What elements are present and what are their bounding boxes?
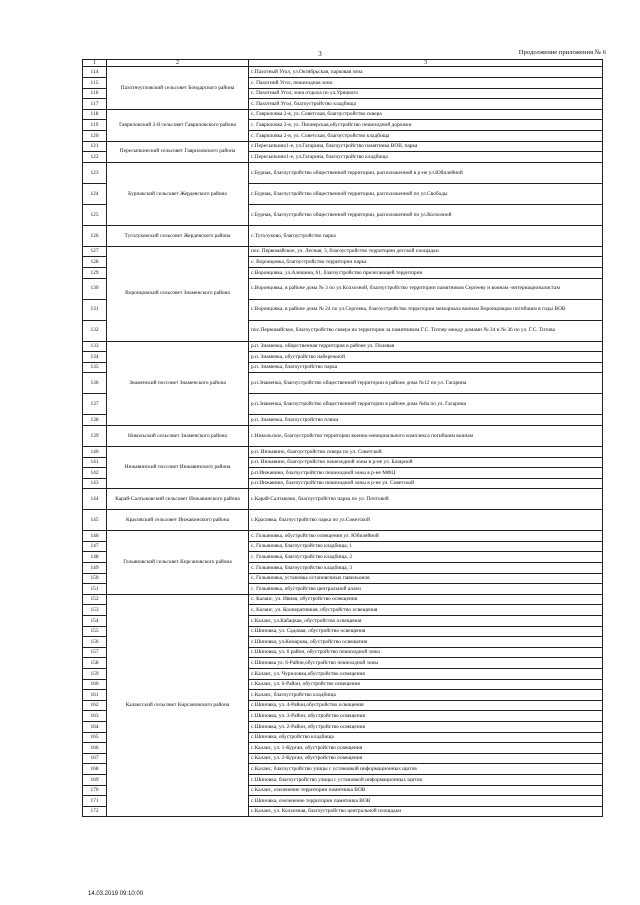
row-number: 117	[83, 99, 107, 110]
row-number: 123	[83, 162, 107, 183]
row-number: 130	[83, 278, 107, 299]
table-row	[83, 67, 603, 78]
project-description: с. Пахотный Угол, зона отдыха по ул.Урицкого	[249, 88, 603, 99]
project-description: с.Пахотный Угол, ул.Октябрьская, парковая зона	[249, 67, 603, 78]
project-description: р.п. Инжавино, благоустройство пешеходной зоны в р-не ул. Базарной	[249, 457, 603, 468]
project-description: с.Шиновка, обустройство кладбища	[249, 732, 603, 743]
project-description: с.Туголуково, благоустройство парка	[249, 225, 603, 246]
row-number: 156	[83, 637, 107, 648]
project-description: с.Бурнак, благоустройство общественной территории, расположенной по ул.Колхозной	[249, 204, 603, 225]
row-number: 136	[83, 373, 107, 394]
municipality-cell: Никольский сельсовет Знаменского района	[107, 425, 249, 446]
row-number: 139	[83, 425, 107, 446]
project-description: р.п. Знаменка, обустройство набережной	[249, 352, 603, 363]
project-description: с. Гольяновка, установка остановочных павильонов	[249, 573, 603, 584]
row-number: 164	[83, 721, 107, 732]
project-description: с.Шиновка, ул. 3-Район, обустройство освещения	[249, 711, 603, 722]
project-description: р.п. Инжавино, благоустройство сквера по ул. Советской	[249, 446, 603, 457]
project-description: с.Калаис, ул. 1-Курган, обустройство освещения	[249, 743, 603, 754]
project-description: с.Шиновка, ул. 6 район, обустройство пешеходной зоны	[249, 647, 603, 658]
project-description: с. Гольяновка, обустройство освещения ул. Юбилейной	[249, 531, 603, 542]
table-row	[83, 225, 603, 246]
municipality-cell: Красивский сельсовет Инжавинского района	[107, 510, 249, 531]
row-number: 165	[83, 732, 107, 743]
municipality-cell: Гольяновский сельсовет Кирсановского района	[107, 531, 249, 595]
row-number: 115	[83, 78, 107, 89]
column-header: 3	[249, 60, 603, 67]
row-number: 127	[83, 246, 107, 257]
project-description: с. Гавриловка 2-я, ул. Советская, благоустройство кладбища	[249, 130, 603, 141]
municipality-cell: Калаисский сельсовет Кирсановского района	[107, 594, 249, 816]
row-number: 154	[83, 616, 107, 627]
row-number: 159	[83, 669, 107, 680]
row-number: 168	[83, 764, 107, 775]
row-number: 151	[83, 584, 107, 595]
row-number: 150	[83, 573, 107, 584]
table-row	[83, 489, 603, 510]
row-number: 172	[83, 806, 107, 817]
project-description: с.Калаис, ул. Колхозная, благоустройство центральной площадки	[249, 806, 603, 817]
project-description: с. Гольяновка, благоустройство кладбища, 2	[249, 552, 603, 563]
row-number: 119	[83, 120, 107, 131]
project-description: с.Калаис, благоустройство улицы с установкой информационных щитов	[249, 764, 603, 775]
municipality-cell: Туголуковский сельсовет Жердевского района	[107, 225, 249, 246]
project-description: с. Гольяновка, благоустройство кладбища, 3	[249, 563, 603, 574]
municipality-cell: Пахотноугловский сельсовет Бондарского района	[107, 67, 249, 109]
project-description: р.п. Знаменка, благоустройство пляжа	[249, 415, 603, 426]
column-header: 1	[83, 60, 107, 67]
municipality-cell: Знаменский поссовет Знаменского района	[107, 341, 249, 425]
project-description: с.Шиновка, ул. 2-Район, обустройство освещения	[249, 721, 603, 732]
table-row	[83, 109, 603, 120]
table-row	[83, 425, 603, 446]
project-description: с. Гавриловка 2-я, ул. Советская, благоустройство сквера	[249, 109, 603, 120]
table-row	[83, 162, 603, 183]
project-description: с.Шиновка, ул. Садовая, обустройство освещения	[249, 626, 603, 637]
continuation-note: Продолжение приложения № 6	[518, 49, 606, 56]
row-number: 146	[83, 531, 107, 542]
project-description: с.Воронцовка, в районе дома № 24 по ул.Сергеева, благоустройство территории мемориала воинам Воронцовцам погибшим в годы ВОВ	[249, 299, 603, 320]
row-number: 143	[83, 478, 107, 489]
project-description: пос. Первомайское, ул. Лесная, 3, благоустройство территории детской площадки	[249, 246, 603, 257]
municipality-cell: Инжавинский поссовет Инжавинского района	[107, 446, 249, 488]
row-number: 126	[83, 225, 107, 246]
page-number: 3	[318, 50, 322, 58]
project-description: с.Пересыпкино1-е, ул.Гагарина, благоустройство памятника ВОВ, парка	[249, 141, 603, 152]
project-description: с.Калаис, ул. Чуриловка,обустройство освещения	[249, 669, 603, 680]
row-number: 147	[83, 541, 107, 552]
row-number: 134	[83, 352, 107, 363]
table-row	[83, 510, 603, 531]
row-number: 138	[83, 415, 107, 426]
table-row	[83, 446, 603, 457]
appendix-table	[82, 59, 603, 817]
project-description: р.п.Инжавино, благоустройство пешеходной зоны в р-не ул. Советской	[249, 478, 603, 489]
project-description: р.п. Знаменка, общественная территория в районе ул. Полевая	[249, 341, 603, 352]
table-row	[83, 531, 603, 542]
print-timestamp: 14.03.2019 09:10:00	[88, 891, 144, 897]
municipality-cell: Бурнакский сельсовет Жердевского района	[107, 162, 249, 225]
row-number: 144	[83, 489, 107, 510]
row-number: 162	[83, 700, 107, 711]
municipality-cell: Пересыпкинский сельсовет Гавриловского района	[107, 141, 249, 162]
project-description: с.Бурнак, благоустройство общественной территории, расположенной по ул.Свободы	[249, 183, 603, 204]
project-description: с.Калаис, ул. 2-Курган, обустройство освещения	[249, 753, 603, 764]
row-number: 148	[83, 552, 107, 563]
column-header: 2	[107, 60, 249, 67]
row-number: 163	[83, 711, 107, 722]
table-row	[83, 341, 603, 352]
project-description: р.п. Знаменка, благоустройство парка	[249, 362, 603, 373]
row-number: 160	[83, 679, 107, 690]
project-description: с.Никольское, благоустройство территории военно-мемориального комплекса погибшим воинам	[249, 425, 603, 446]
table-row	[83, 141, 603, 152]
row-number: 137	[83, 394, 107, 415]
row-number: 118	[83, 109, 107, 120]
row-number: 170	[83, 785, 107, 796]
row-number: 152	[83, 594, 107, 605]
table-row	[83, 594, 603, 605]
row-number: 120	[83, 130, 107, 141]
project-description: пос.Первомайское, благоустройство сквера на территории за памятником Г.С. Титову между домами № 34 и № 36 по ул. Г.С. Титова	[249, 320, 603, 341]
table-row	[83, 246, 603, 257]
row-number: 135	[83, 362, 107, 373]
municipality-cell: Карай-Салтыковский сельсовет Инжавинского района	[107, 489, 249, 510]
row-number: 145	[83, 510, 107, 531]
project-description: с. Гавриловка 2-я, ул. Пионерская,обустройство пешеходной дорожки	[249, 120, 603, 131]
project-description: с.Шиновка, ул.Комарова, обустройство освещения	[249, 637, 603, 648]
project-description: с.Красивка, благоустройство парка по ул.Советской	[249, 510, 603, 531]
project-description: р.п.Инжавино, благоустройство пешеходной зоны в р-не МФЦ	[249, 468, 603, 479]
project-description: с. Гольяновка, обустройство центральной аллеи	[249, 584, 603, 595]
row-number: 153	[83, 605, 107, 616]
row-number: 124	[83, 183, 107, 204]
project-description: с.Бурнак, благоустройство общественной территории, расположенной в р-не ул.Юбилейной	[249, 162, 603, 183]
row-number: 128	[83, 257, 107, 268]
project-description: с. Гольяновка, благоустройство кладбища, 1	[249, 541, 603, 552]
project-description: с.Карай-Салтыково, благоустройство парка по ул. Почтовой	[249, 489, 603, 510]
project-description: с. Калаис, ул. Ивная, обустройство освещения	[249, 594, 603, 605]
project-description: с.Калаис, озеленение территории памятника ВОВ	[249, 785, 603, 796]
table-header-row	[83, 60, 603, 67]
row-number: 161	[83, 690, 107, 701]
row-number: 171	[83, 796, 107, 807]
project-description: с. Калаис, ул. Кооперативная, обустройство освещения	[249, 605, 603, 616]
row-number: 133	[83, 341, 107, 352]
project-description: с. Пахотный Угол, благоустройство кладбища	[249, 99, 603, 110]
project-description: с.Воронцовка, ул.Алешина, 61, благоустройство прилегающей территории	[249, 267, 603, 278]
project-description: р.п.Знаменка, благоустройство общественной территории в районе дома №12 по ул. Гагарина	[249, 373, 603, 394]
project-description: с. Воронцовка, благоустройство территории парка	[249, 257, 603, 268]
row-number: 122	[83, 152, 107, 163]
project-description: с.Воронцовка, в районе дома № 3 по ул.Колхозной, благоустройство территории памятников Сергееву и воинам -интернационалистам	[249, 278, 603, 299]
row-number: 121	[83, 141, 107, 152]
row-number: 157	[83, 647, 107, 658]
project-description: р.п.Знаменка, благоустройство общественной территории в районе дома №8а по ул. Гагарина	[249, 394, 603, 415]
project-description: с.Калаис, ул. 6-Район, обустройство освещения	[249, 679, 603, 690]
row-number: 142	[83, 468, 107, 479]
municipality-cell: Воронцовский сельсовет Знаменского района	[107, 246, 249, 341]
row-number: 169	[83, 774, 107, 785]
project-description: с.Шиновка, ул. 4-Район,обустройство освещения	[249, 700, 603, 711]
row-number: 132	[83, 320, 107, 341]
row-number: 116	[83, 88, 107, 99]
row-number: 129	[83, 267, 107, 278]
municipality-cell: Гавриловский 2-й сельсовет Гавриловского района	[107, 109, 249, 141]
project-description: с. Пахотний Угол, пешеходная зона	[249, 78, 603, 89]
row-number: 131	[83, 299, 107, 320]
row-number: 149	[83, 563, 107, 574]
project-description: с.Шиновка ул. 6-Район,обустройство пешеходной зоны	[249, 658, 603, 669]
row-number: 155	[83, 626, 107, 637]
row-number: 166	[83, 743, 107, 754]
row-number: 158	[83, 658, 107, 669]
row-number: 125	[83, 204, 107, 225]
project-description: с.Пересыпкино1-е, ул.Гагарина, благоустройство кладбища	[249, 152, 603, 163]
row-number: 140	[83, 446, 107, 457]
project-description: с.Калаис, благоустройство кладбища	[249, 690, 603, 701]
project-description: с.Шиновка, благоустройство улицы с установкой информационных щитов	[249, 774, 603, 785]
project-description: с.Шиновка, озеленение территории памятника ВОВ	[249, 796, 603, 807]
row-number: 114	[83, 67, 107, 78]
project-description: с.Калаис, ул.Кабацкая, обустройство освещения	[249, 616, 603, 627]
row-number: 141	[83, 457, 107, 468]
row-number: 167	[83, 753, 107, 764]
